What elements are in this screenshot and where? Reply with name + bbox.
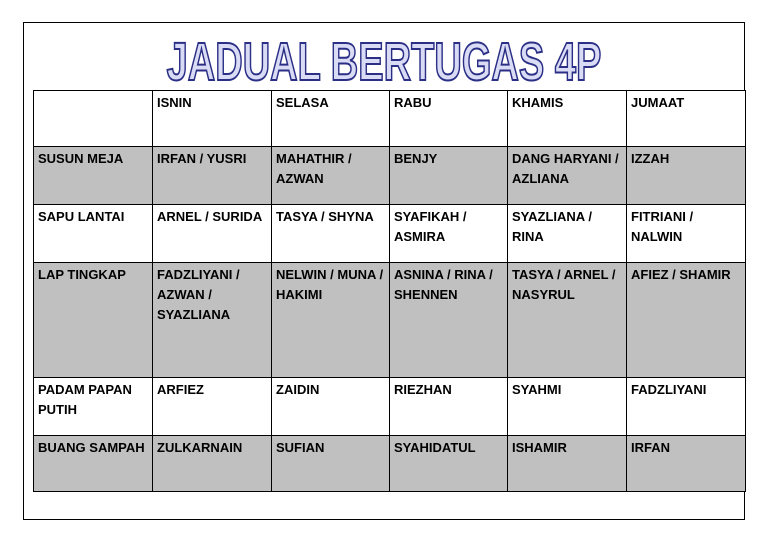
duty-schedule-table [33,90,746,492]
duty-cell: SYAHMI [508,378,627,436]
duty-cell: FADZLIYANI / AZWAN / SYAZLIANA [153,263,272,378]
table-header-row [34,91,746,147]
task-cell: SAPU LANTAI [34,205,153,263]
duty-cell: ASNINA / RINA / SHENNEN [390,263,508,378]
duty-cell: TASYA / ARNEL / NASYRUL [508,263,627,378]
header-cell-empty [34,91,153,147]
duty-cell: ZAIDIN [272,378,390,436]
duty-cell: ZULKARNAIN [153,436,272,492]
table-row [34,378,746,436]
duty-cell: SYAZLIANA / RINA [508,205,627,263]
duty-cell: DANG HARYANI / AZLIANA [508,147,627,205]
task-cell: SUSUN MEJA [34,147,153,205]
title-svg [24,23,744,91]
duty-cell: IZZAH [627,147,746,205]
duty-cell: MAHATHIR / AZWAN [272,147,390,205]
task-cell: BUANG SAMPAH [34,436,153,492]
task-cell: PADAM PAPAN PUTIH [34,378,153,436]
header-cell-selasa: SELASA [272,91,390,147]
header-cell-jumaat: JUMAAT [627,91,746,147]
title-banner [24,23,744,91]
duty-cell: FADZLIYANI [627,378,746,436]
duty-cell: SYAHIDATUL [390,436,508,492]
duty-cell: IRFAN / YUSRI [153,147,272,205]
header-cell-rabu: RABU [390,91,508,147]
table-row [34,147,746,205]
header-cell-khamis: KHAMIS [508,91,627,147]
duty-cell: ISHAMIR [508,436,627,492]
table-row [34,205,746,263]
duty-cell: SYAFIKAH / ASMIRA [390,205,508,263]
duty-cell: RIEZHAN [390,378,508,436]
table-row [34,263,746,378]
task-cell: LAP TINGKAP [34,263,153,378]
duty-cell: TASYA / SHYNA [272,205,390,263]
duty-cell: ARFIEZ [153,378,272,436]
duty-cell: BENJY [390,147,508,205]
duty-cell: IRFAN [627,436,746,492]
duty-cell: FITRIANI / NALWIN [627,205,746,263]
duty-cell: SUFIAN [272,436,390,492]
duty-cell: ARNEL / SURIDA [153,205,272,263]
header-cell-isnin: ISNIN [153,91,272,147]
duty-cell: NELWIN / MUNA / HAKIMI [272,263,390,378]
page-title: JADUAL BERTUGAS 4P [166,31,602,91]
duty-cell: AFIEZ / SHAMIR [627,263,746,378]
table-row [34,436,746,492]
